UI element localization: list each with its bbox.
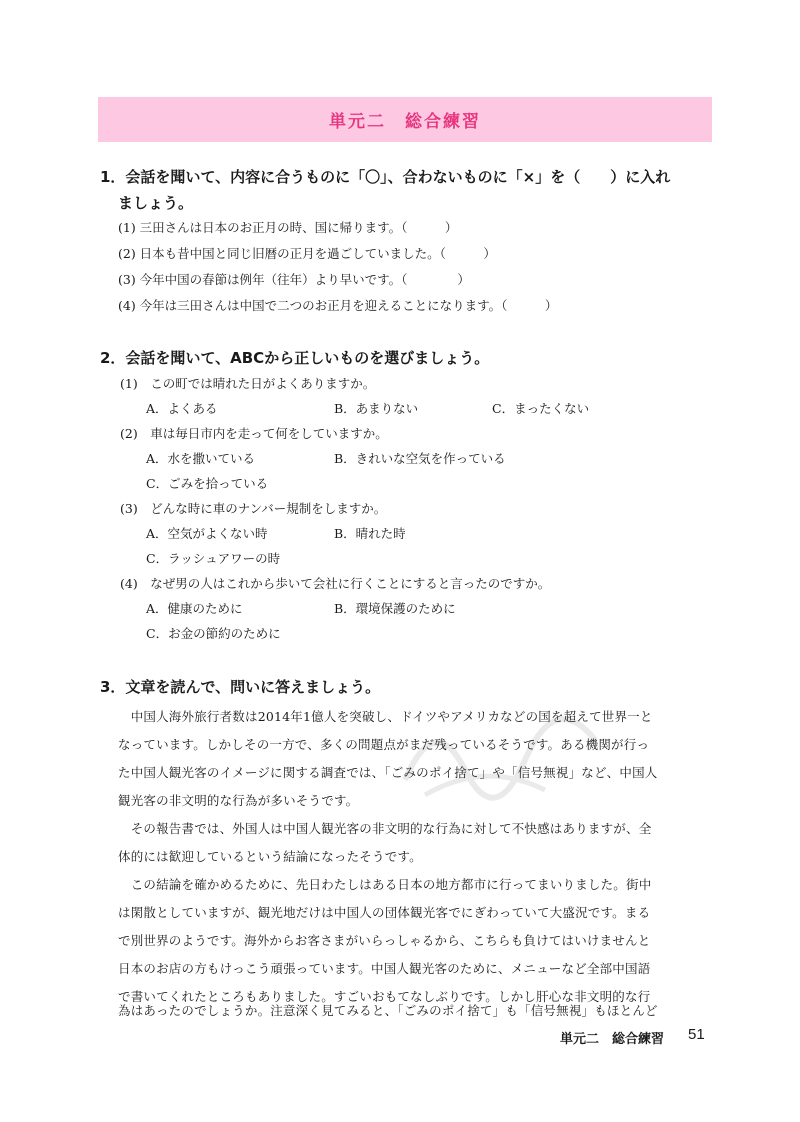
s2-q3-b: B．晴れた時: [334, 526, 406, 541]
s2-q2-c: C．ごみを拾っている: [146, 476, 269, 491]
passage-line-12: 為はあったのでしょうか。注意深く見てみると、「ごみのポイ捨て」も「信号無視」もほとんど: [118, 1003, 658, 1018]
passage-line-2: なっています。しかしその一方で、多くの問題点がまだ残っているそうです。ある機関が行っ: [118, 737, 650, 752]
passage-line-10: 日本のお店の方もけっこう頑張っています。中国人観光客のために、メニューなど全部中国語: [118, 961, 651, 976]
s2-q2: (2) 車は毎日市内を走って何をしていますか。: [120, 426, 388, 441]
s2-q4-c: C．お金の節約のために: [146, 626, 281, 641]
s2-q3: (3) どんな時に車のナンバー規制をしますか。: [120, 501, 387, 516]
section1-title: 1．会話を聞いて、内容に合うものに「〇」、合わないものに「×」を（ ）に入れ: [100, 168, 671, 186]
passage-line-1: 中国人海外旅行者数は2014年1億人を突破し、ドイツやアメリカなどの国を超えて世界一と: [118, 709, 653, 724]
passage-line-7: この結論を確かめるために、先日わたしはある日本の地方都市に行ってまいりました。街中: [118, 877, 652, 892]
section1-title-cont: ましょう。: [118, 194, 194, 212]
s2-q2-a: A．水を撒いている: [146, 451, 256, 466]
passage-line-9: で別世界のようです。海外からお客さまがいらっしゃるから、こちらも負けてはいけませんと: [118, 933, 651, 948]
s1-item-2: (2) 日本も昔中国と同じ旧暦の正月を過ごしていました。（ ）: [118, 246, 496, 261]
s2-q1-a: A．よくある: [146, 401, 218, 416]
unit-title-banner: [98, 97, 712, 142]
s2-q2-b: B．きれいな空気を作っている: [334, 451, 506, 466]
passage-line-4: 観光客の非文明的な行為が多いそうです。: [118, 793, 359, 808]
s2-q4-b: B．環境保護のために: [334, 601, 456, 616]
section2-title: 2．会話を聞いて、ABCから正しいものを選びましょう。: [100, 349, 490, 367]
s2-q1-b: B．あまりない: [334, 401, 419, 416]
s2-q3-c: C．ラッシュアワーの時: [146, 551, 281, 566]
s2-q4: (4) なぜ男の人はこれから歩いて会社に行くことにすると言ったのですか。: [120, 576, 551, 591]
passage-line-8: は閑散としていますが、観光地だけは中国人の団体観光客でにぎわっていて大盛況です。まる: [118, 905, 651, 920]
s2-q3-a: A．空気がよくない時: [146, 526, 268, 541]
s1-item-4: (4) 今年は三田さんは中国で二つのお正月を迎えることになります。（ ）: [118, 298, 558, 313]
passage-line-6: 体的には歓迎しているという結論になったそうです。: [118, 849, 422, 864]
s2-q4-a: A．健康のために: [146, 601, 243, 616]
s1-item-3: (3) 今年中国の春節は例年（往年）より早いです。（ ）: [118, 272, 470, 287]
passage-line-11: で書いてくれたところもありました。すごいおもてなしぶりです。しかし肝心な非文明的な行: [118, 989, 651, 1004]
s2-q1-c: C．まったくない: [492, 401, 590, 416]
s1-item-1: (1) 三田さんは日本のお正月の時、国に帰ります。（ ）: [118, 220, 458, 235]
page-number: 51: [688, 1026, 705, 1043]
passage-line-3: た中国人観光客のイメージに関する調査では、「ごみのポイ捨て」や「信号無視」など、中国人: [118, 765, 658, 780]
s2-q1: (1) この町では晴れた日がよくありますか。: [120, 376, 376, 391]
passage-line-5: その報告書では、外国人は中国人観光客の非文明的な行為に対して不快感はありますが、全: [118, 821, 652, 836]
section3-title: 3．文章を読んで、問いに答えましょう。: [100, 678, 381, 696]
footer-unit-label: 単元二 総合練習: [560, 1032, 665, 1047]
unit-title: 単元二 総合練習: [329, 112, 481, 132]
